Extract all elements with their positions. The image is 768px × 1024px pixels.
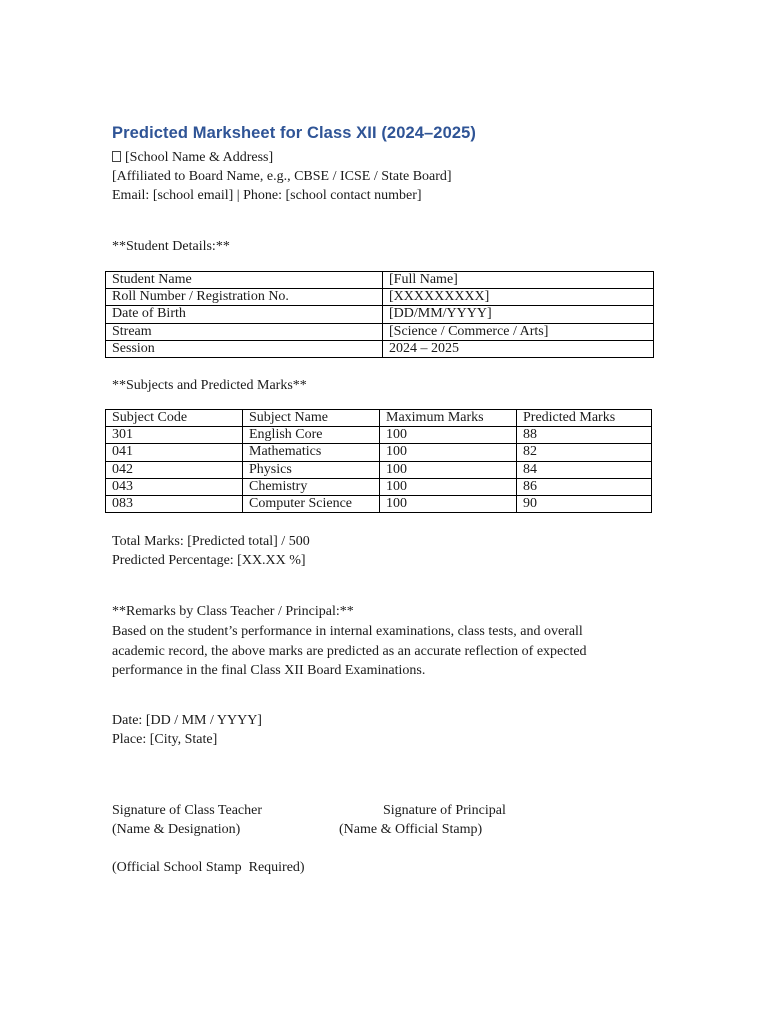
subject-cell: 083 (106, 495, 243, 512)
subject-cell: 100 (380, 427, 517, 444)
subject-cell: 82 (517, 444, 652, 461)
detail-value-cell: [XXXXXXXXX] (383, 289, 654, 306)
teacher-name-designation: (Name & Designation) (112, 822, 241, 837)
student-detail-row (106, 306, 654, 323)
stamp-note: (Official School Stamp Required) (112, 860, 305, 875)
subject-cell: 301 (106, 427, 243, 444)
detail-label-cell: Roll Number / Registration No. (106, 289, 383, 306)
subject-cell: 100 (380, 444, 517, 461)
student-detail-row (106, 323, 654, 340)
column-header: Subject Name (243, 410, 380, 427)
remarks-heading: **Remarks by Class Teacher / Principal:** (112, 604, 354, 619)
detail-value-cell: [Science / Commerce / Arts] (383, 323, 654, 340)
total-marks: Total Marks: [Predicted total] / 500 (112, 534, 310, 549)
subject-cell: 88 (517, 427, 652, 444)
predicted-percentage: Predicted Percentage: [XX.XX %] (112, 553, 306, 568)
student-details-body (106, 272, 654, 358)
subjects-header-row (106, 410, 652, 427)
school-name-address: [School Name & Address] (125, 150, 274, 165)
missing-glyph-icon (112, 151, 121, 162)
student-detail-row (106, 340, 654, 357)
remarks-paragraph (112, 622, 672, 681)
subject-cell: 90 (517, 495, 652, 512)
subject-cell: 100 (380, 461, 517, 478)
subject-row (106, 478, 652, 495)
subject-cell: 86 (517, 478, 652, 495)
subject-cell: 042 (106, 461, 243, 478)
school-line (112, 149, 273, 167)
remarks-line: academic record, the above marks are predicted as an accurate reflection of expected (112, 643, 587, 659)
principal-name-stamp: (Name & Official Stamp) (339, 822, 483, 837)
place-line: Place: [City, State] (112, 732, 218, 747)
detail-value-cell: [DD/MM/YYYY] (383, 306, 654, 323)
detail-label-cell: Student Name (106, 272, 383, 289)
remarks-line: Based on the student’s performance in internal examinations, class tests, and overall (112, 624, 583, 639)
subjects-table (105, 409, 652, 513)
subject-cell: 041 (106, 444, 243, 461)
column-header: Predicted Marks (517, 410, 652, 427)
subject-cell: Chemistry (243, 478, 380, 495)
subjects-heading: **Subjects and Predicted Marks** (112, 378, 307, 393)
subject-row (106, 495, 652, 512)
teacher-signature-label: Signature of Class Teacher (112, 803, 262, 818)
subject-cell: Physics (243, 461, 380, 478)
subject-cell: 84 (517, 461, 652, 478)
student-detail-row (106, 289, 654, 306)
principal-signature-label: Signature of Principal (383, 803, 506, 818)
column-header: Subject Code (106, 410, 243, 427)
subject-cell: Computer Science (243, 495, 380, 512)
subjects-table-body (106, 410, 652, 513)
student-details-table (105, 271, 654, 358)
subject-cell: English Core (243, 427, 380, 444)
subject-row (106, 427, 652, 444)
subject-cell: Mathematics (243, 444, 380, 461)
student-details-heading: **Student Details:** (112, 239, 230, 254)
column-header: Maximum Marks (380, 410, 517, 427)
subject-row (106, 444, 652, 461)
student-detail-row (106, 272, 654, 289)
detail-label-cell: Date of Birth (106, 306, 383, 323)
date-line: Date: [DD / MM / YYYY] (112, 713, 262, 728)
subject-cell: 100 (380, 478, 517, 495)
contact-line: Email: [school email] | Phone: [school contact number] (112, 188, 422, 203)
subject-cell: 043 (106, 478, 243, 495)
remarks-line: performance in the final Class XII Board Examinations. (112, 663, 426, 678)
detail-value-cell: 2024 – 2025 (383, 340, 654, 357)
detail-value-cell: [Full Name] (383, 272, 654, 289)
document-title: Predicted Marksheet for Class XII (2024–2025) (112, 124, 477, 142)
subject-cell: 100 (380, 495, 517, 512)
subject-row (106, 461, 652, 478)
detail-label-cell: Stream (106, 323, 383, 340)
affiliation-line: [Affiliated to Board Name, e.g., CBSE / ICSE / State Board] (112, 169, 452, 184)
detail-label-cell: Session (106, 340, 383, 357)
